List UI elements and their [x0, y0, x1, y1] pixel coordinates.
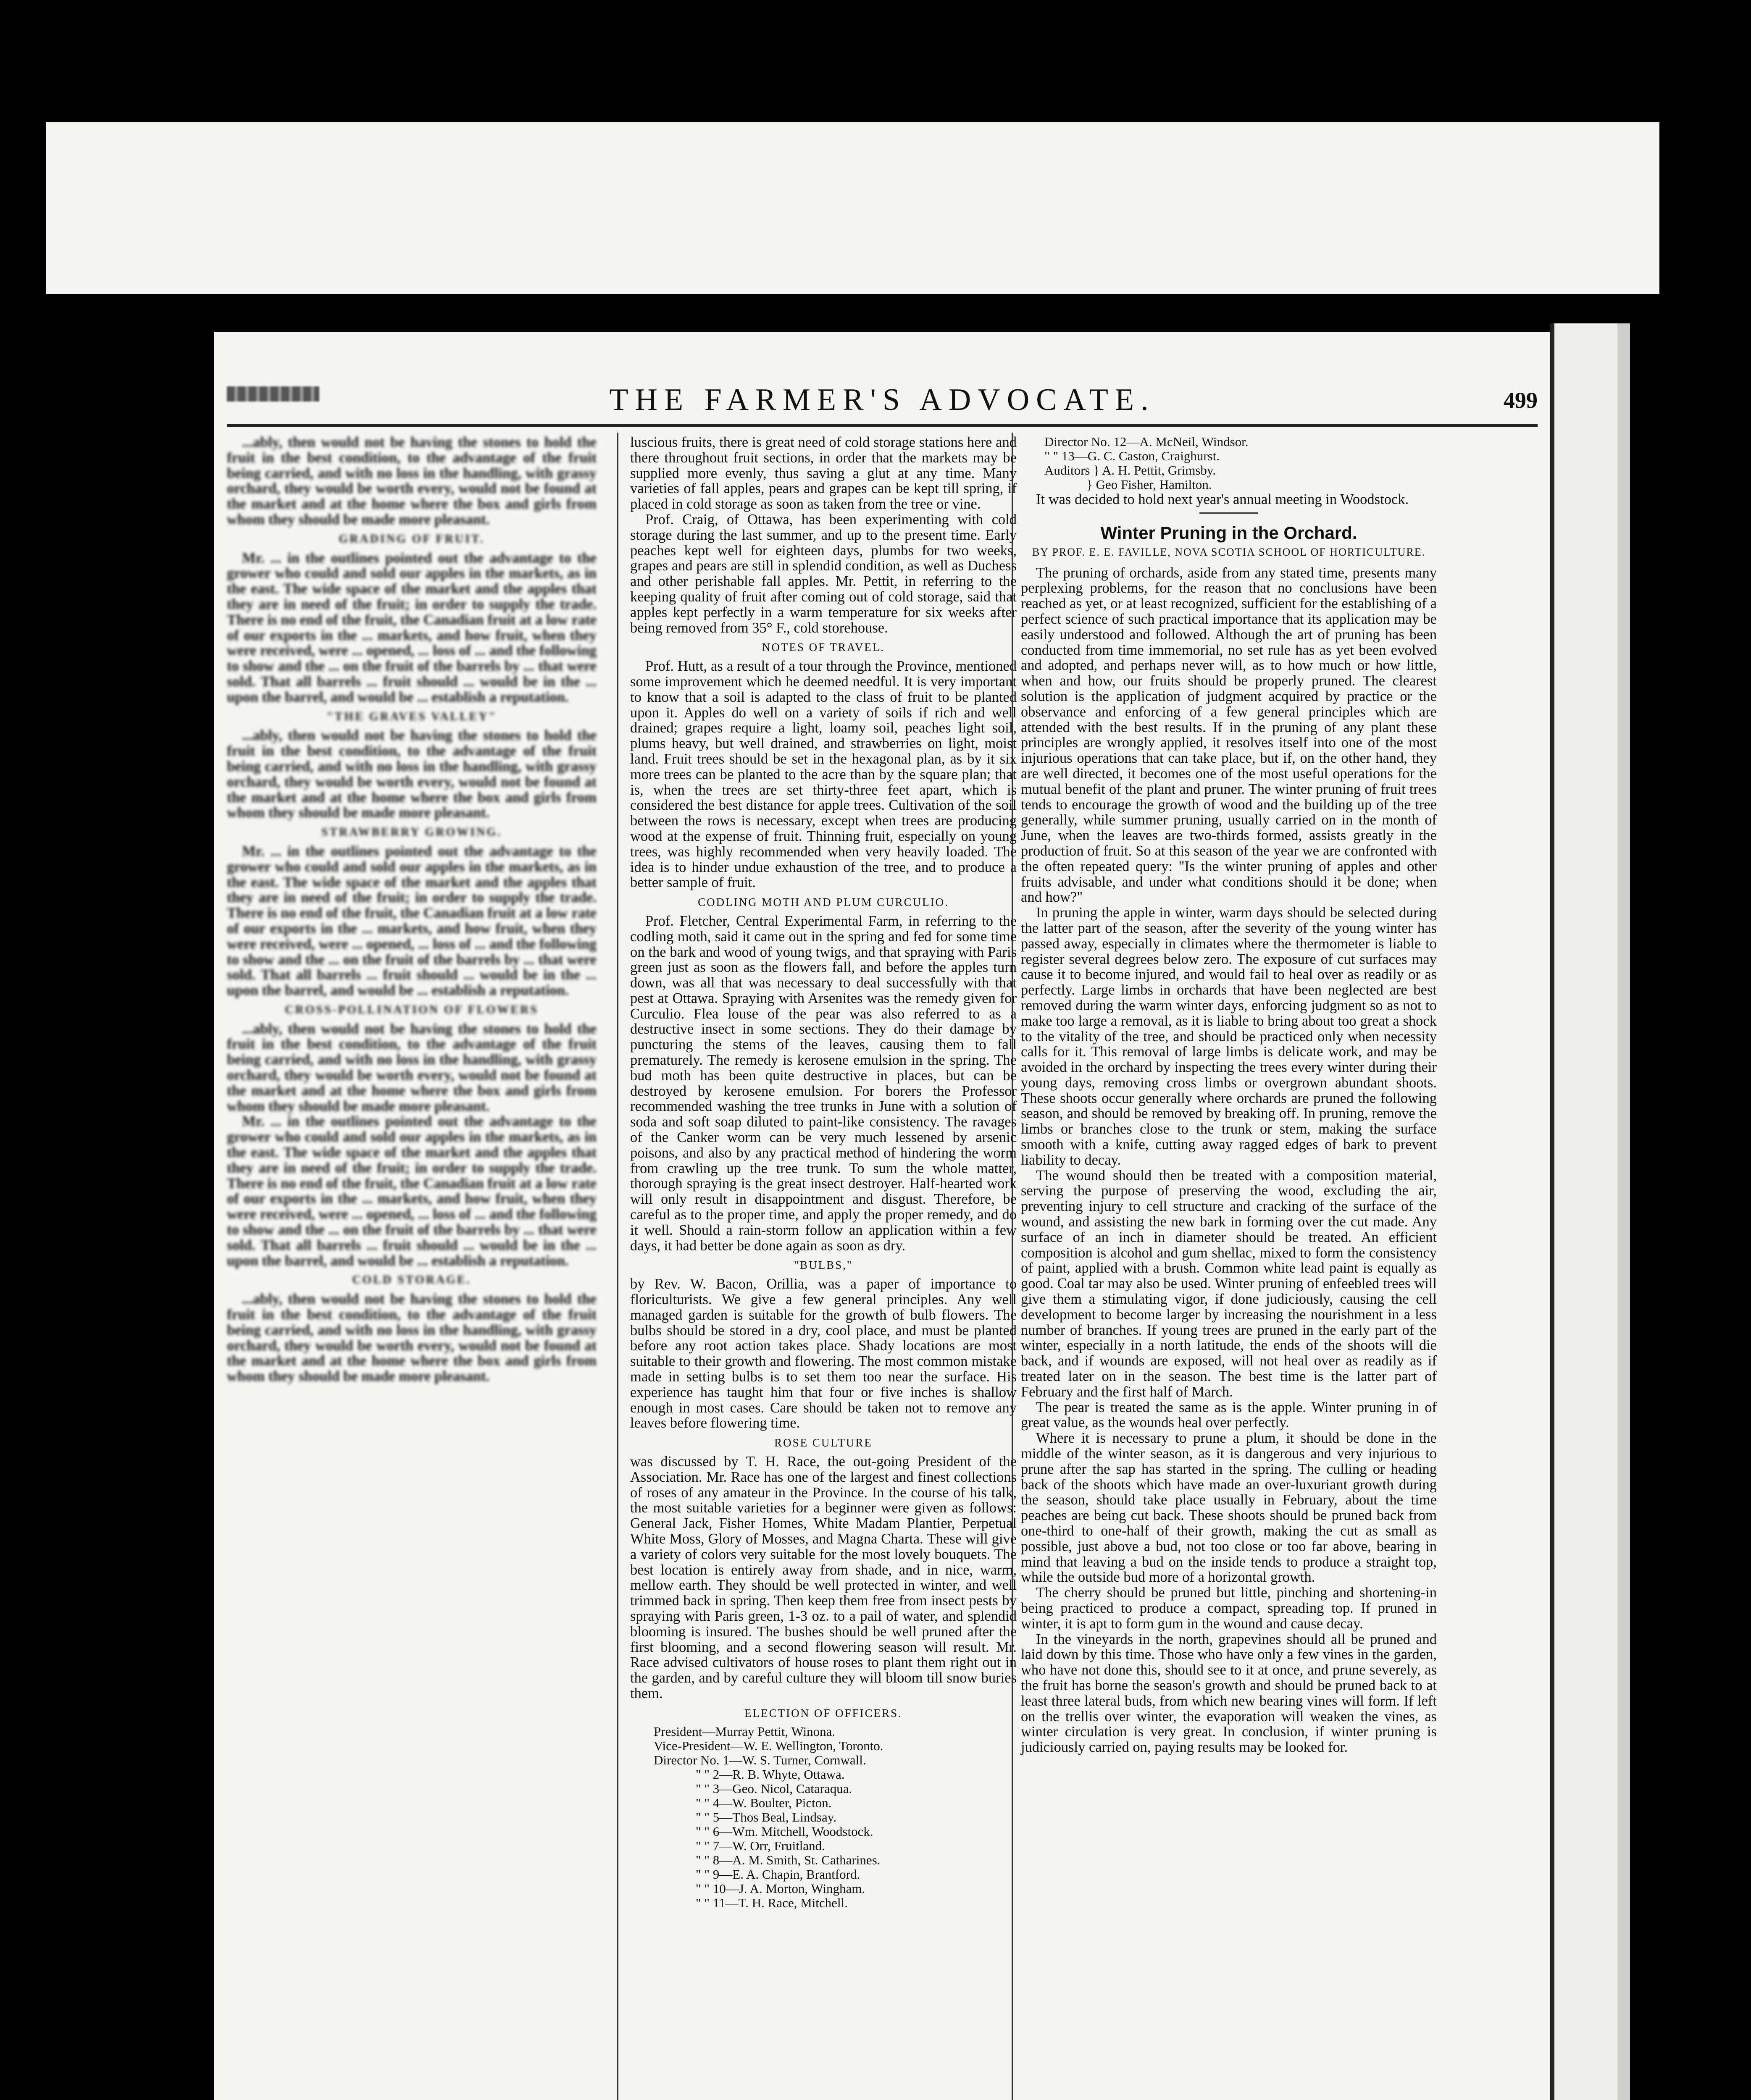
article-paragraph: Where it is necessary to prune a plum, it should be done in the middle of the winter season, as it is dangerous and very injurious to prune after the sap has started in the spring. The culling or heading back of the shoots which have made an over-luxuriant growth during the season, should take place usually in February, about the time peaches are being cut back. These shoots should be pruned back from one-third to one-half of their growth, making the cut as small as possible, just above a bud, not too close or too far above, bearing in mind that leaving a bud on the inside tends to produce a straight top, while the outside bud more of a horizontal growth. — [1021, 1430, 1437, 1586]
upper-sheet-edge — [46, 122, 1659, 315]
header-rule — [227, 424, 1538, 427]
sheet-shadow — [46, 294, 1664, 332]
page-stack-edge-outer — [1617, 323, 1630, 2100]
col1-paragraph: ...ably, then would not be having the stones to hold the fruit in the best condition, to the advantage of the fruit being carried, and with no loss in the handling, with grassy orchard, they would be worth every, would not be found at the market and at the home where the box and girls from whom they should be made more pleasant. — [227, 1291, 597, 1385]
rose-culture-heading: ROSE CULTURE — [774, 1436, 873, 1449]
col1-paragraph: ...ably, then would not be having the stones to hold the fruit in the best condition, to the advantage of the fruit being carried, and with no loss in the handling, with grassy orchard, they would be worth every, would not be found at the market and at the home where the box and girls from whom they should be made more pleasant. — [227, 1021, 597, 1114]
article-byline: BY PROF. E. E. FAVILLE, NOVA SCOTIA SCHOOL OF HORTICULTURE. — [1032, 546, 1426, 558]
column-rule-1 — [617, 433, 618, 2100]
col2-paragraph: Prof. Hutt, as a result of a tour through the Province, mentioned some improvement which he deemed needful. It is very important to know that a soil is adapted to the class of fruit to be planted upon it. Apples do well on a variety of soils if rich and well drained; grapes require a light, loamy soil, peaches light soil, plums heavy, but well drained, and strawberries on light, moist land. Fruit trees should be set in the hexagonal plan, as by it six more trees can be planted to the acre than by the square plan; that is, when the trees are set thirty-three feet apart, which is considered the best distance for apple trees. Cultivation of the soil between the rows is necessary, except when trees are producing wood at the expense of fruit. Thinning fruit, especially on young trees, was highly recommended when very heavily loaded. The idea is to hinder undue exhaustion of the tree, and to produce a better sample of fruit. — [630, 658, 1017, 891]
officer-line: " " 11—T. H. Race, Mitchell. — [696, 1895, 848, 1910]
officer-line: " " 2—R. B. Whyte, Ottawa. — [696, 1767, 845, 1782]
meeting-decision: It was decided to hold next year's annual meeting in Woodstock. — [1036, 491, 1409, 507]
officer-line: " " 3—Geo. Nicol, Cataraqua. — [696, 1781, 852, 1796]
page-stack-edge — [1550, 323, 1622, 2100]
officer-line: Vice-President—W. E. Wellington, Toronto. — [654, 1738, 883, 1753]
col1-paragraph: Mr. ... in the outlines pointed out the advantage to the grower who could and sold our apples in the markets, as in the east. The wide space of the market and the apples that they are in need of the fruit; in order to supply the trade. There is no end of the fruit, the Canadian fruit at a low rate of our exports in the ... markets, and how fruit, when they were received, were ... opened, ... loss of ... and the following to show and the ... on the fruit of the barrels by ... that were sold. That all barrels ... fruit should ... would be in the ... upon the barrel, and would be ... establish a reputation. — [227, 843, 597, 999]
col1-subhead: STRAWBERRY GROWING. — [321, 826, 502, 839]
column-3 — [1021, 435, 1437, 2100]
page-number: 499 — [1504, 388, 1538, 413]
officer-line: Auditors } A. H. Pettit, Grimsby. — [1044, 463, 1216, 478]
col1-paragraph: ...ably, then would not be having the stones to hold the fruit in the best condition, to the advantage of the fruit being carried, and with no loss in the handling, with grassy orchard, they would be worth every, would not be found at the market and at the home where the box and girls from whom they should be made more pleasant. — [227, 434, 597, 528]
officer-line: " " 7—W. Orr, Fruitland. — [696, 1838, 825, 1853]
officer-line: " " 6—Wm. Mitchell, Woodstock. — [696, 1824, 873, 1839]
col2-paragraph: was discussed by T. H. Race, the out-going President of the Association. Mr. Race has one of the largest and finest collections of roses of any amateur in the Province. In the course of his talk, the most suitable varieties for a beginner were given as follows: General Jack, Fisher Homes, White Madam Plantier, Perpetual White Moss, Glory of Mosses, and Magna Chartа. These will give a variety of colors very suitable for the most lovely bouquets. The best location is entirely away from shade, and in nice, warm, mellow earth. They should be well protected in winter, and well trimmed back in spring. Then keep them free from insect pests by spraying with Paris green, 1-3 oz. to a pail of water, and splendid blooming is insured. The bushes should be well pruned after the first blooming, and a second flowering season will result. Mr. Race advised cultivators of house roses to plant them right out in the garden, and by careful culture they will bloom till snow buries them. — [630, 1454, 1017, 1701]
article-paragraph: The wound should then be treated with a composition material, serving the purpose of preserving the wood, excluding the air, preventing injury to cell structure and cracking of the surface of the wound, and assisting the new bark in forming over the cut made. Any surface of an inch in diameter should be treated. An efficient composition is alcohol and gum shellac, mixed to form the consistency of paint, applied with a brush. Common white lead paint is equally as good. Coal tar may also be used. Winter pruning of enfeebled trees will give them a stimulating vigor, if done judiciously, causing the cell development to become larger by increasing the nourishment in a less number of branches. If young trees are pruned in the early part of the winter, especially in a north latitude, the ends of the shoots will die back, and if wounds are exposed, will not heal over as readily as if treated later on in the season. The best time is the latter part of February and the first half of March. — [1021, 1167, 1437, 1400]
officer-line: " " 5—Thos Beal, Lindsay. — [696, 1809, 836, 1824]
article-paragraph: In pruning the apple in winter, warm days should be selected during the latter part of the season, after the severity of the young winter has passed away, especially in climates where the thermometer is liable to register several degrees below zero. The exposure of cut surfaces may cause it to become injured, and would fail to heal over as readily or as perfectly. Large limbs in orchards that have been neglected are best removed during the warm winter days, enforcing judgment so as not to make too large a removal, as it is liable to bring about too great a shock to the vitality of the tree, and should be practiced only when necessity calls for it. This removal of large limbs is delicate work, and may be avoided in the orchard by inspecting the trees every winter during their young days, removing cross limbs or overgrown abundant shoots. These shoots occur generally where orchards are pruned the following season, and should be removed by breaking off. In pruning, remove the limbs or branches close to the trunk or stem, making the surface smooth with a knife, cutting away ragged edges of bark to prevent liability to decay. — [1021, 905, 1437, 1168]
article-paragraph: In the vineyards in the north, grapevines should all be pruned and laid down by this time. Those who have only a few vines in the garden, who have not done this, should see to it at once, and prune severely, as the fruit has borne the season's growth and should be pruned back to at least three lateral buds, from which new bearing vines will form. If left on the trellis over winter, the evaporation will weaken the vines, as winter circulation is very great. In conclusion, if winter pruning is judiciously carried on, paying results may be looked for. — [1021, 1631, 1437, 1756]
col2-paragraph: by Rev. W. Bacon, Orillia, was a paper of importance to floriculturists. We give a few general principles. Any well managed garden is suitable for the growth of bulb flowers. The bulbs should be stored in a dry, cool place, and must be planted before any root action takes place. Shady locations are most suitable to their growth and flowering. The most common mistake made in setting bulbs is to set them too near the surface. His experience has taught him that four or five inches is shallow enough in most cases. Care should be taken not to remove any leaves before flowering time. — [630, 1276, 1017, 1431]
officer-line: " " 10—J. A. Morton, Wingham. — [696, 1881, 865, 1896]
officer-line: Director No. 12—A. McNeil, Windsor. — [1044, 434, 1249, 449]
col2-paragraph: luscious fruits, there is great need of cold storage stations here and there throughout fruit sections, in order that the markets may be supplied more evenly, thus saving a glut at any time. Many varieties of fall apples, pears and grapes can be kept till spring, if placed in cold storage as soon as taken from the tree or vine. — [630, 434, 1017, 512]
codling-moth-heading: CODLING MOTH AND PLUM CURCULIO. — [698, 896, 949, 909]
officer-line: President—Murray Pettit, Winona. — [654, 1724, 836, 1739]
article-title: Winter Pruning in the Orchard. — [1100, 522, 1357, 543]
officer-line: Director No. 1—W. S. Turner, Cornwall. — [654, 1752, 866, 1767]
officer-line: " " 8—A. M. Smith, St. Catharines. — [696, 1852, 881, 1867]
column-1-blurred — [227, 435, 597, 2100]
officer-line: " " 13—G. C. Caston, Craighurst. — [1044, 449, 1220, 463]
masthead: THE FARMER'S ADVOCATE. — [609, 383, 1155, 417]
article-paragraph: The pruning of orchards, aside from any stated time, presents many perplexing problems, for the reason that no conclusions have been reached as yet, or at least recognized, sufficient for the establishing of a perfect science of such practical importance that its application may be easily understood and followed. Although the art of pruning has been conducted from time immemorial, no set rule has as yet been evolved and adopted, and perhaps never will, as to how much or how little, when and how, our fruits should be properly pruned. The clearest solution is the application of judgment acquired by practice or the observance and enforcing of a few general principles which are attended with the best results. If in the pruning of any plant these principles are wrongly applied, it resolves itself into one of the most injurious operations that can take place, but if, on the other hand, they are well directed, it becomes one of the most useful operations for the mutual benefit of the plant and pruner. The winter pruning of fruit trees tends to encourage the growth of wood and the building up of the tree generally, while summer pruning, usually carried on in the month of June, when the leaves are two-thirds formed, assists greatly in the production of fruit. So at this season of the year we are confronted with the often repeated query: "Is the winter pruning of apples and other fruits advisable, and under what conditions should it be done; when and how?" — [1021, 564, 1437, 906]
officer-line: " " 9—E. A. Chapin, Brantford. — [696, 1866, 860, 1882]
col1-subhead: CROSS-POLLINATION OF FLOWERS — [285, 1003, 539, 1016]
election-heading: ELECTION OF OFFICERS. — [744, 1706, 902, 1719]
bulbs-heading: "BULBS," — [794, 1259, 853, 1272]
article-paragraph: The pear is treated the same as is the apple. Winter pruning in of great value, as the wounds heal over perfectly. — [1021, 1399, 1437, 1431]
col1-paragraph: Mr. ... in the outlines pointed out the advantage to the grower who could and sold our apples in the markets, as in the east. The wide space of the market and the apples that they are in need of the fruit; in order to supply the trade. There is no end of the fruit, the Canadian fruit at a low rate of our exports in the ... markets, and how fruit, when they were received, were ... opened, ... loss of ... and the following to show and the ... on the fruit of the barrels by ... that were sold. That all barrels ... fruit should ... would be in the ... upon the barrel, and would be ... establish a reputation. — [227, 1113, 597, 1269]
notes-of-travel-heading: NOTES OF TRAVEL. — [762, 641, 885, 654]
col1-paragraph: Mr. ... in the outlines pointed out the advantage to the grower who could and sold our apples in the markets, as in the east. The wide space of the market and the apples that they are in need of the fruit; in order to supply the trade. There is no end of the fruit, the Canadian fruit at a low rate of our exports in the ... markets, and how fruit, when they were received, were ... opened, ... loss of ... and the following to show and the ... on the fruit of the barrels by ... that were sold. That all barrels ... fruit should ... would be in the ... upon the barrel, and would be ... establish a reputation. — [227, 550, 597, 705]
col1-subhead: COLD STORAGE. — [352, 1273, 471, 1287]
col2-paragraph: Prof. Craig, of Ottawa, has been experimenting with cold storage during the last summer, and up to the present time. Early peaches kept well for eighteen days, plumbs for two weeks, grapes and pears are still in splendid condition, as well as Duchess and other perishable fall apples. Mr. Pettit, in referring to the keeping quality of fruit after coming out of cold storage, said that apples kept perfectly in a warm temperature for six weeks after being removed from 35° F., cold storehouse. — [630, 511, 1017, 636]
officer-line: } Geo Fisher, Hamilton. — [1086, 477, 1212, 492]
col1-subhead: GRADING OF FRUIT. — [339, 532, 485, 546]
col1-paragraph: ...ably, then would not be having the stones to hold the fruit in the best condition, to the advantage of the fruit being carried, and with no loss in the handling, with grassy orchard, they would be worth every, would not be found at the market and at the home where the box and girls from whom they should be made more pleasant. — [227, 727, 597, 821]
page-header — [214, 382, 1550, 428]
col1-subhead: "THE GRAVES VALLEY" — [326, 710, 497, 723]
article-paragraph: The cherry should be pruned but little, pinching and shortening-in being practiced to produce a compact, spreading top. If pruned in winter, it is apt to form gum in the wound and cause decay. — [1021, 1585, 1437, 1632]
officer-line: " " 4—W. Boulter, Picton. — [696, 1795, 832, 1810]
section-rule — [1199, 512, 1258, 514]
column-2 — [630, 435, 1017, 2100]
col2-paragraph: Prof. Fletcher, Central Experimental Farm, in referring to the codling moth, said it came out in the spring and fed for some time on the bark and wood of young twigs, and that spraying with Paris green just as soon as the flowers fall, and before the apples turn down, was all that was necessary to deal successfully with that pest at Ottawa. Spraying with Arsenites was the remedy given for Curculio. Flea louse of the pear was also referred to as a destructive insect in some sections. They do their damage by puncturing the stems of the leaves, causing them to fall prematurely. The remedy is kerosene emulsion in the spring. The bud moth has been quite destructive in places, but can be destroyed by kerosene emulsion. For borers the Professor recommended washing the tree trunks in June with a solution of soda and soft soap diluted to paint-like consistency. The ravages of the Canker worm can be very much lessened by arsenic poisons, and also by any practical method of hindering the worm from crawling up the tree trunk. To sum the whole matter, thorough spraying is the great insect destroyer. Half-hearted work will only result in disappointment and disgust. Therefore, be careful as to the proper time, and apply the proper remedy, and do it well. Should a rain-storm follow an application within a few days, it had better be done again as soon as dry. — [630, 913, 1017, 1254]
